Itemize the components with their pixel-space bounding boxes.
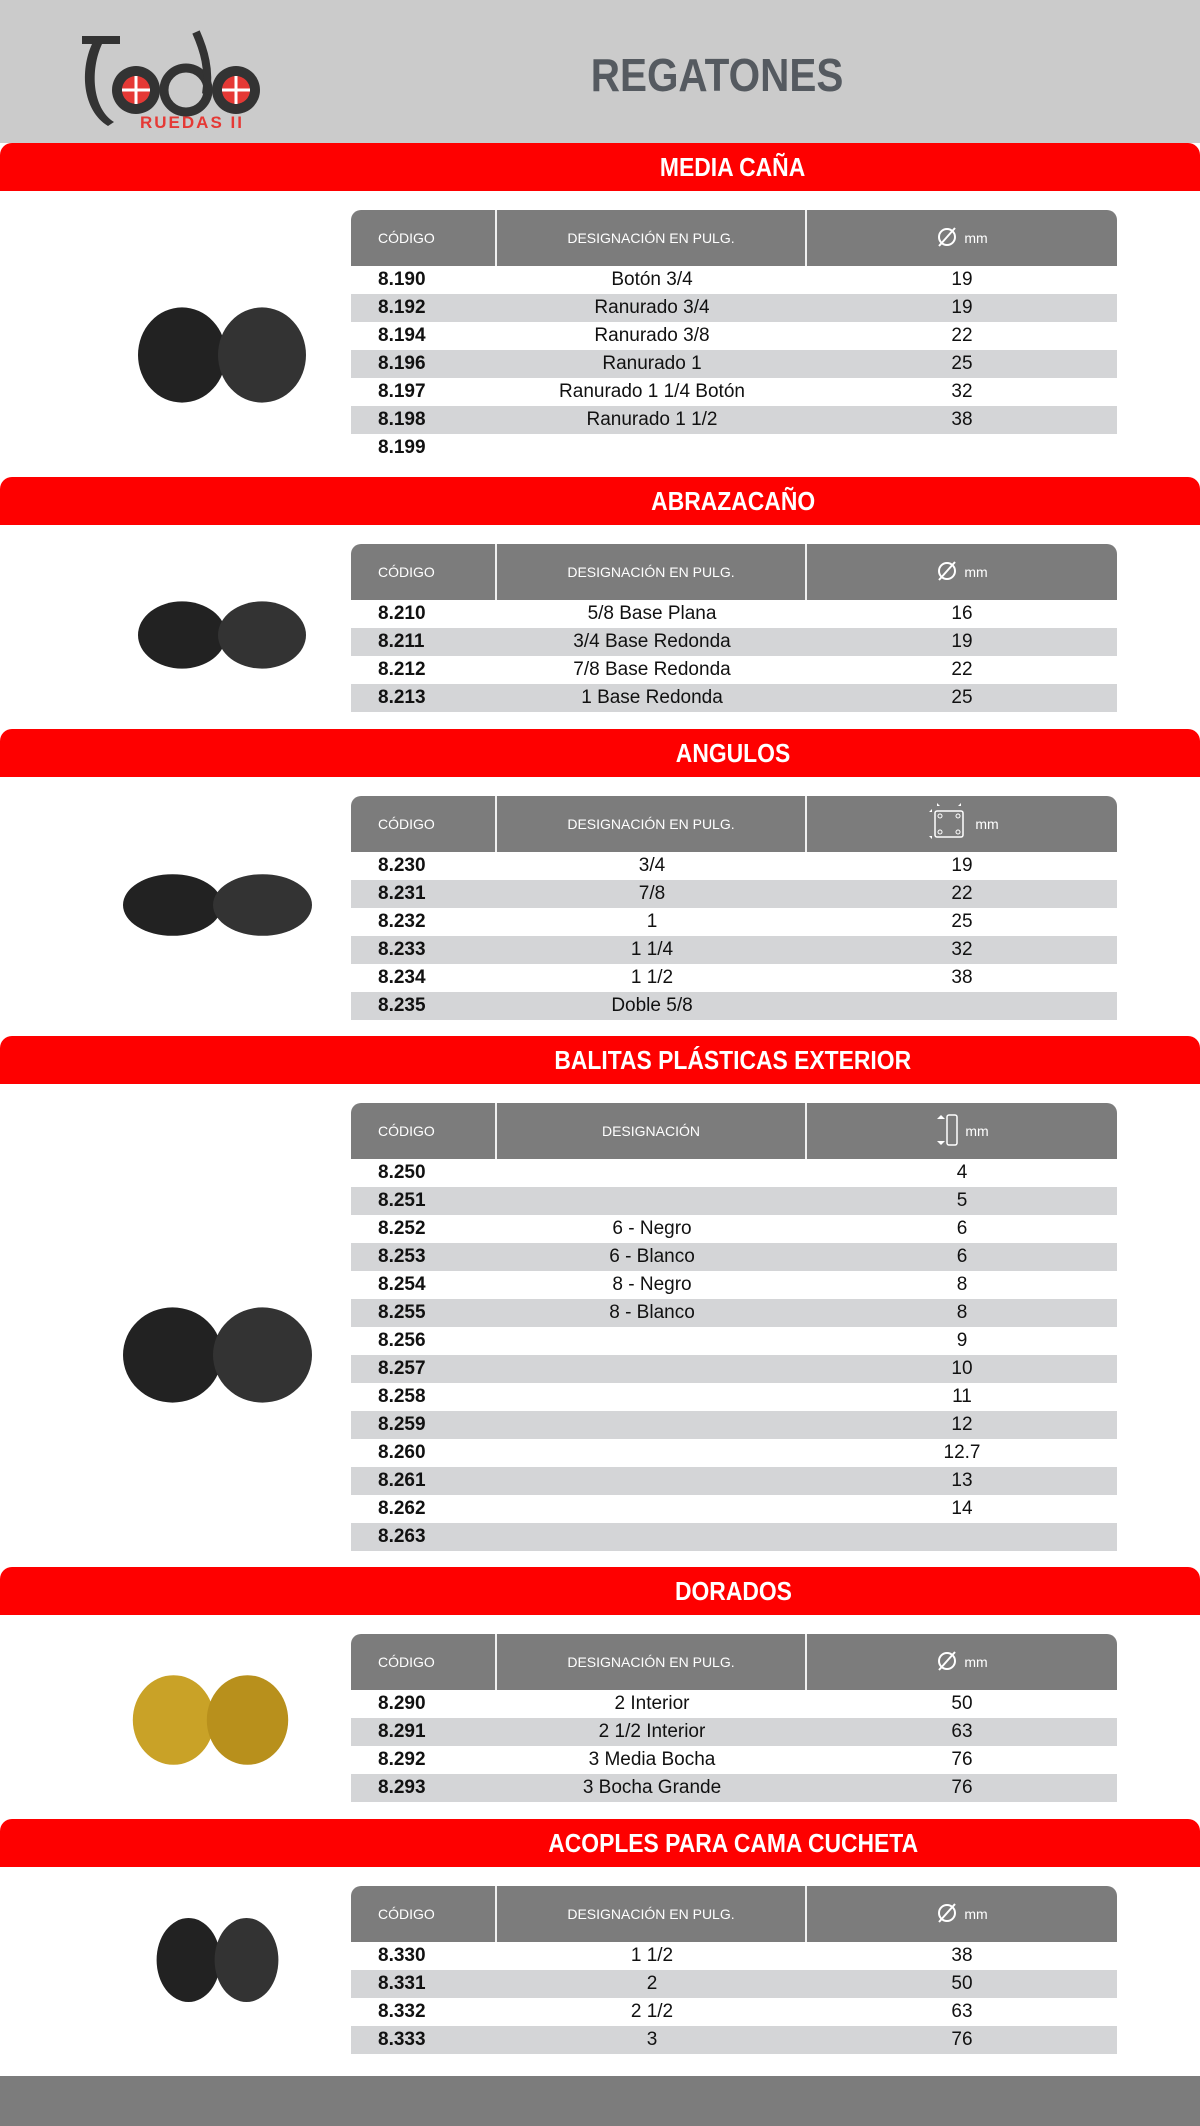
cell-mm: 11 xyxy=(952,1386,972,1407)
cell-mm: 19 xyxy=(951,269,973,290)
cell-mm: 76 xyxy=(951,1777,973,1798)
col-mm xyxy=(807,1886,1117,1942)
cell-codigo: 8.235 xyxy=(378,995,426,1016)
table-row xyxy=(351,964,1117,992)
cell-codigo: 8.232 xyxy=(378,911,426,932)
section-title: DORADOS xyxy=(674,1576,792,1606)
table-row xyxy=(351,880,1117,908)
section-band xyxy=(0,1567,1200,1615)
cell-codigo: 8.213 xyxy=(378,687,426,708)
cell-designacion: 2 1/2 Interior xyxy=(598,1721,706,1742)
col-designacion: DESIGNACIÓN EN PULG. xyxy=(497,1886,807,1942)
svg-text:RUEDAS II: RUEDAS II xyxy=(140,113,244,130)
cell-mm: 76 xyxy=(951,1749,973,1770)
page-header xyxy=(0,0,1200,143)
height-dimension-icon xyxy=(935,1113,959,1150)
product-image xyxy=(118,1640,303,1800)
table-row xyxy=(351,1383,1117,1411)
cell-codigo: 8.256 xyxy=(378,1330,426,1351)
product-image xyxy=(122,270,322,440)
table-row xyxy=(351,1299,1117,1327)
table-header xyxy=(351,796,1117,852)
cell-mm: 25 xyxy=(951,687,973,708)
table-row xyxy=(351,1355,1117,1383)
product-image xyxy=(105,1270,330,1440)
unit-label: mm xyxy=(964,564,988,580)
cell-mm: 12.7 xyxy=(943,1442,981,1463)
cell-designacion: Ranurado 3/4 xyxy=(594,297,710,318)
diameter-icon xyxy=(936,226,958,251)
table-row xyxy=(351,1411,1117,1439)
col-designacion: DESIGNACIÓN xyxy=(497,1103,807,1159)
table-row xyxy=(351,1187,1117,1215)
table-row xyxy=(351,1467,1117,1495)
cell-mm: 25 xyxy=(951,353,973,374)
diameter-icon xyxy=(936,1902,958,1927)
cell-mm: 50 xyxy=(951,1973,973,1994)
col-codigo: CÓDIGO xyxy=(351,796,497,852)
cell-codigo: 8.333 xyxy=(378,2029,426,2050)
cell-mm: 13 xyxy=(951,1470,973,1491)
section-band xyxy=(0,477,1200,525)
cell-designacion: 1 Base Redonda xyxy=(581,687,723,708)
col-mm xyxy=(807,796,1117,852)
col-mm xyxy=(807,210,1117,266)
table-row xyxy=(351,1942,1117,1970)
cell-codigo: 8.292 xyxy=(378,1749,426,1770)
section-band xyxy=(0,143,1200,191)
cell-codigo: 8.258 xyxy=(378,1386,426,1407)
col-mm xyxy=(807,1103,1117,1159)
cell-codigo: 8.192 xyxy=(378,297,426,318)
table-row xyxy=(351,1243,1117,1271)
cell-codigo: 8.234 xyxy=(378,967,426,988)
table-row xyxy=(351,1215,1117,1243)
cell-codigo: 8.251 xyxy=(378,1190,426,1211)
product-table xyxy=(351,1634,1117,1802)
unit-label: mm xyxy=(965,1123,989,1139)
cell-codigo: 8.252 xyxy=(378,1218,426,1239)
cell-mm: 19 xyxy=(951,855,973,876)
cell-designacion: 1 1/2 xyxy=(630,1945,674,1966)
col-codigo: CÓDIGO xyxy=(351,210,497,266)
col-codigo: CÓDIGO xyxy=(351,544,497,600)
cell-designacion: 3 Media Bocha xyxy=(588,1749,716,1770)
cell-designacion: 1 xyxy=(646,911,658,932)
table-row xyxy=(351,1159,1117,1187)
table-row xyxy=(351,322,1117,350)
cell-mm: 6 xyxy=(956,1246,968,1267)
col-mm xyxy=(807,1634,1117,1690)
cell-designacion: 6 - Blanco xyxy=(609,1246,695,1267)
cell-codigo: 8.331 xyxy=(378,1973,426,1994)
cell-codigo: 8.199 xyxy=(378,437,426,458)
cell-designacion: 8 - Negro xyxy=(612,1274,692,1295)
unit-label: mm xyxy=(964,230,988,246)
cell-mm: 38 xyxy=(951,967,973,988)
cell-mm: 32 xyxy=(951,939,973,960)
cell-codigo: 8.260 xyxy=(378,1442,426,1463)
cell-mm: 12 xyxy=(951,1414,973,1435)
table-header xyxy=(351,1103,1117,1159)
section-title: ANGULOS xyxy=(675,738,791,768)
table-row xyxy=(351,852,1117,880)
col-designacion: DESIGNACIÓN EN PULG. xyxy=(497,544,807,600)
cell-codigo: 8.198 xyxy=(378,409,426,430)
cell-designacion: 5/8 Base Plana xyxy=(587,603,717,624)
table-header xyxy=(351,1886,1117,1942)
section-title: ACOPLES PARA CAMA CUCHETA xyxy=(548,1828,918,1858)
cell-codigo: 8.194 xyxy=(378,325,426,346)
cell-mm: 19 xyxy=(951,631,973,652)
cell-codigo: 8.190 xyxy=(378,269,426,290)
unit-label: mm xyxy=(964,1906,988,1922)
cell-designacion: 7/8 xyxy=(638,883,666,904)
cell-mm: 4 xyxy=(956,1162,968,1183)
table-header xyxy=(351,210,1117,266)
cell-mm: 38 xyxy=(951,409,973,430)
table-row xyxy=(351,656,1117,684)
col-codigo: CÓDIGO xyxy=(351,1886,497,1942)
table-row xyxy=(351,266,1117,294)
cell-codigo: 8.262 xyxy=(378,1498,426,1519)
col-designacion: DESIGNACIÓN EN PULG. xyxy=(497,210,807,266)
cell-codigo: 8.293 xyxy=(378,1777,426,1798)
product-table xyxy=(351,1886,1117,2054)
table-row xyxy=(351,936,1117,964)
table-row xyxy=(351,908,1117,936)
cell-mm: 50 xyxy=(951,1693,973,1714)
cell-codigo: 8.196 xyxy=(378,353,426,374)
cell-codigo: 8.291 xyxy=(378,1721,426,1742)
product-image xyxy=(122,575,322,695)
table-row xyxy=(351,1746,1117,1774)
table-row xyxy=(351,1523,1117,1551)
table-row xyxy=(351,992,1117,1020)
cell-codigo: 8.212 xyxy=(378,659,426,680)
cell-mm: 22 xyxy=(951,659,973,680)
section-title: MEDIA CAÑA xyxy=(660,152,806,182)
cell-codigo: 8.250 xyxy=(378,1162,426,1183)
col-codigo: CÓDIGO xyxy=(351,1634,497,1690)
table-header xyxy=(351,544,1117,600)
table-row xyxy=(351,628,1117,656)
page-title: REGATONES xyxy=(590,49,844,101)
cell-mm: 32 xyxy=(951,381,973,402)
cell-codigo: 8.210 xyxy=(378,603,426,624)
col-codigo: CÓDIGO xyxy=(351,1103,497,1159)
col-designacion: DESIGNACIÓN EN PULG. xyxy=(497,1634,807,1690)
table-row xyxy=(351,600,1117,628)
cell-designacion: Ranurado 1 1/2 xyxy=(586,409,718,430)
cell-codigo: 8.197 xyxy=(378,381,426,402)
cell-mm: 8 xyxy=(956,1302,968,1323)
product-table xyxy=(351,544,1117,712)
section-title: ABRAZACAÑO xyxy=(651,486,815,516)
section-band xyxy=(0,1819,1200,1867)
product-table xyxy=(351,1103,1117,1551)
cell-designacion: Botón 3/4 xyxy=(611,269,693,290)
cell-codigo: 8.257 xyxy=(378,1358,426,1379)
cell-mm: 25 xyxy=(951,911,973,932)
cell-designacion: 1 1/2 xyxy=(630,967,674,988)
cell-designacion: 3/4 xyxy=(638,855,666,876)
cell-designacion: 8 - Blanco xyxy=(609,1302,695,1323)
table-row xyxy=(351,1970,1117,1998)
product-table xyxy=(351,796,1117,1020)
cell-codigo: 8.261 xyxy=(378,1470,426,1491)
cell-designacion: 3/4 Base Redonda xyxy=(573,631,731,652)
cell-codigo: 8.253 xyxy=(378,1246,426,1267)
table-row xyxy=(351,2026,1117,2054)
col-designacion: DESIGNACIÓN EN PULG. xyxy=(497,796,807,852)
cell-mm: 9 xyxy=(956,1330,968,1351)
unit-label: mm xyxy=(964,1654,988,1670)
cell-designacion: 2 Interior xyxy=(614,1693,690,1714)
table-row xyxy=(351,1998,1117,2026)
section-title: BALITAS PLÁSTICAS EXTERIOR xyxy=(554,1045,912,1075)
table-row xyxy=(351,1690,1117,1718)
cell-designacion: Ranurado 3/8 xyxy=(594,325,710,346)
cell-designacion: 6 - Negro xyxy=(612,1218,692,1239)
cell-designacion: 3 Bocha Grande xyxy=(582,1777,722,1798)
product-table xyxy=(351,210,1117,462)
table-row xyxy=(351,1718,1117,1746)
table-row xyxy=(351,1439,1117,1467)
table-row xyxy=(351,1327,1117,1355)
cell-mm: 22 xyxy=(951,883,973,904)
cell-designacion: Ranurado 1 xyxy=(602,353,702,374)
section-band xyxy=(0,1036,1200,1084)
table-row xyxy=(351,294,1117,322)
table-row xyxy=(351,1774,1117,1802)
cell-codigo: 8.233 xyxy=(378,939,426,960)
square-dimension-icon xyxy=(925,801,969,848)
cell-mm: 8 xyxy=(956,1274,968,1295)
diameter-icon xyxy=(936,1650,958,1675)
cell-mm: 16 xyxy=(951,603,973,624)
table-row xyxy=(351,406,1117,434)
table-row xyxy=(351,684,1117,712)
cell-codigo: 8.255 xyxy=(378,1302,426,1323)
diameter-icon xyxy=(936,560,958,585)
page-footer xyxy=(0,2076,1200,2126)
cell-codigo: 8.330 xyxy=(378,1945,426,1966)
cell-mm: 19 xyxy=(951,297,973,318)
cell-mm: 10 xyxy=(951,1358,973,1379)
cell-codigo: 8.263 xyxy=(378,1526,426,1547)
cell-designacion: 7/8 Base Redonda xyxy=(573,659,731,680)
cell-codigo: 8.259 xyxy=(378,1414,426,1435)
cell-mm: 6 xyxy=(956,1218,968,1239)
cell-designacion: 2 xyxy=(646,1973,658,1994)
cell-mm: 22 xyxy=(951,325,973,346)
col-mm xyxy=(807,544,1117,600)
cell-codigo: 8.290 xyxy=(378,1693,426,1714)
cell-codigo: 8.230 xyxy=(378,855,426,876)
cell-codigo: 8.332 xyxy=(378,2001,426,2022)
cell-designacion: 2 1/2 xyxy=(630,2001,674,2022)
cell-designacion: Ranurado 1 1/4 Botón xyxy=(559,381,745,402)
table-header xyxy=(351,1634,1117,1690)
table-row xyxy=(351,378,1117,406)
cell-codigo: 8.231 xyxy=(378,883,426,904)
table-row xyxy=(351,1495,1117,1523)
cell-mm: 63 xyxy=(951,1721,973,1742)
cell-designacion: Doble 5/8 xyxy=(611,995,693,1016)
cell-codigo: 8.254 xyxy=(378,1274,426,1295)
table-row xyxy=(351,1271,1117,1299)
cell-mm: 5 xyxy=(956,1190,968,1211)
cell-mm: 63 xyxy=(951,2001,973,2022)
cell-mm: 76 xyxy=(951,2029,973,2050)
cell-designacion: 1 1/4 xyxy=(630,939,674,960)
table-row xyxy=(351,434,1117,462)
cell-codigo: 8.211 xyxy=(378,631,425,652)
table-row xyxy=(351,350,1117,378)
product-image xyxy=(145,1885,290,2035)
cell-mm: 38 xyxy=(951,1945,973,1966)
product-image xyxy=(105,850,330,960)
cell-designacion: 3 xyxy=(646,2029,658,2050)
cell-mm: 14 xyxy=(951,1498,973,1519)
section-band xyxy=(0,729,1200,777)
unit-label: mm xyxy=(975,816,999,832)
